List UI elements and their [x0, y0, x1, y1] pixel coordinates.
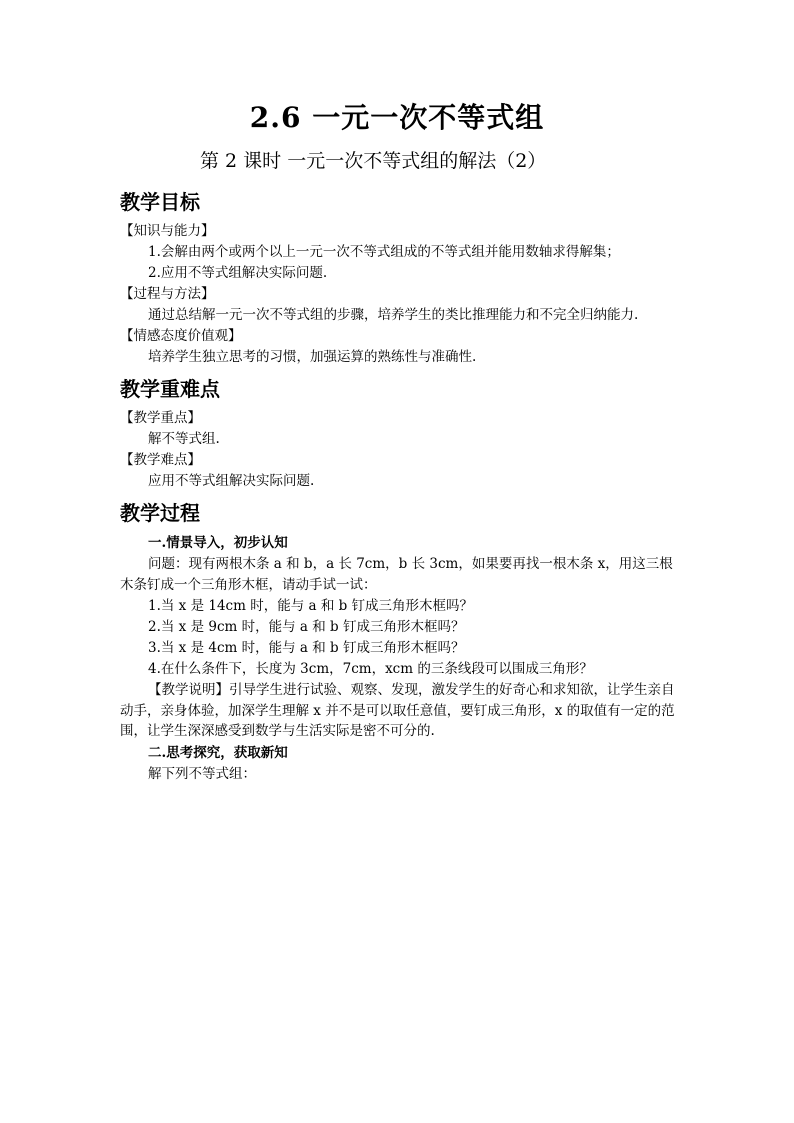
process-item-1: 通过总结解一元一次不等式组的步骤，培养学生的类比推理能力和不完全归纳能力. — [148, 307, 639, 323]
tag-focus: 【教学重点】 — [120, 410, 201, 426]
knowledge-item-2: 2.应用不等式组解决实际问题. — [148, 265, 328, 281]
tag-difficulty: 【教学难点】 — [120, 452, 201, 468]
teaching-note: 【教学说明】引导学生进行试验、观察、发现，激发学生的好奇心和求知欲，让学生亲自动手，亲身体验，加深学生理解 x 并不是可以取任意值，要钉成三角形，x 的取值有一定的范围，让学生深深感受到数学与生活实际是密不可分的. — [120, 682, 675, 739]
task-text: 解下列不等式组： — [148, 766, 256, 782]
tag-knowledge: 【知识与能力】 — [120, 223, 215, 239]
section-heading-keypoints: 教学重难点 — [120, 377, 220, 401]
section2-title: 二.思考探究，获取新知 — [148, 745, 288, 761]
page-subtitle: 第 2 课时 一元一次不等式组的解法（2） — [200, 150, 547, 172]
question-2: 2.当 x 是 9cm 时，能与 a 和 b 钉成三角形木框吗？ — [148, 619, 465, 635]
emotion-item-1: 培养学生独立思考的习惯，加强运算的熟练性与准确性. — [148, 349, 477, 365]
tag-process: 【过程与方法】 — [120, 286, 215, 302]
question-1: 1.当 x 是 14cm 时，能与 a 和 b 钉成三角形木框吗？ — [148, 598, 474, 614]
question-3: 3.当 x 是 4cm 时，能与 a 和 b 钉成三角形木框吗？ — [148, 640, 465, 656]
question-4: 4.在什么条件下，长度为 3cm，7cm，xcm 的三条线段可以围成三角形？ — [148, 661, 593, 677]
knowledge-item-1: 1.会解由两个或两个以上一元一次不等式组成的不等式组并能用数轴求得解集； — [148, 244, 620, 260]
page-title: 2.6 一元一次不等式组 — [249, 101, 545, 134]
difficulty-item-1: 应用不等式组解决实际问题. — [148, 473, 315, 489]
tag-emotion: 【情感态度价值观】 — [120, 328, 242, 344]
section-heading-goals: 教学目标 — [120, 190, 200, 214]
section-heading-process: 教学过程 — [120, 501, 200, 525]
problem-text: 问题：现有两根木条 a 和 b，a 长 7cm，b 长 3cm，如果要再找一根木条 x，用这三根木条钉成一个三角形木框，请动手试一试： — [120, 556, 673, 593]
section1-title: 一.情景导入，初步认知 — [148, 535, 288, 551]
focus-item-1: 解不等式组. — [148, 431, 220, 447]
